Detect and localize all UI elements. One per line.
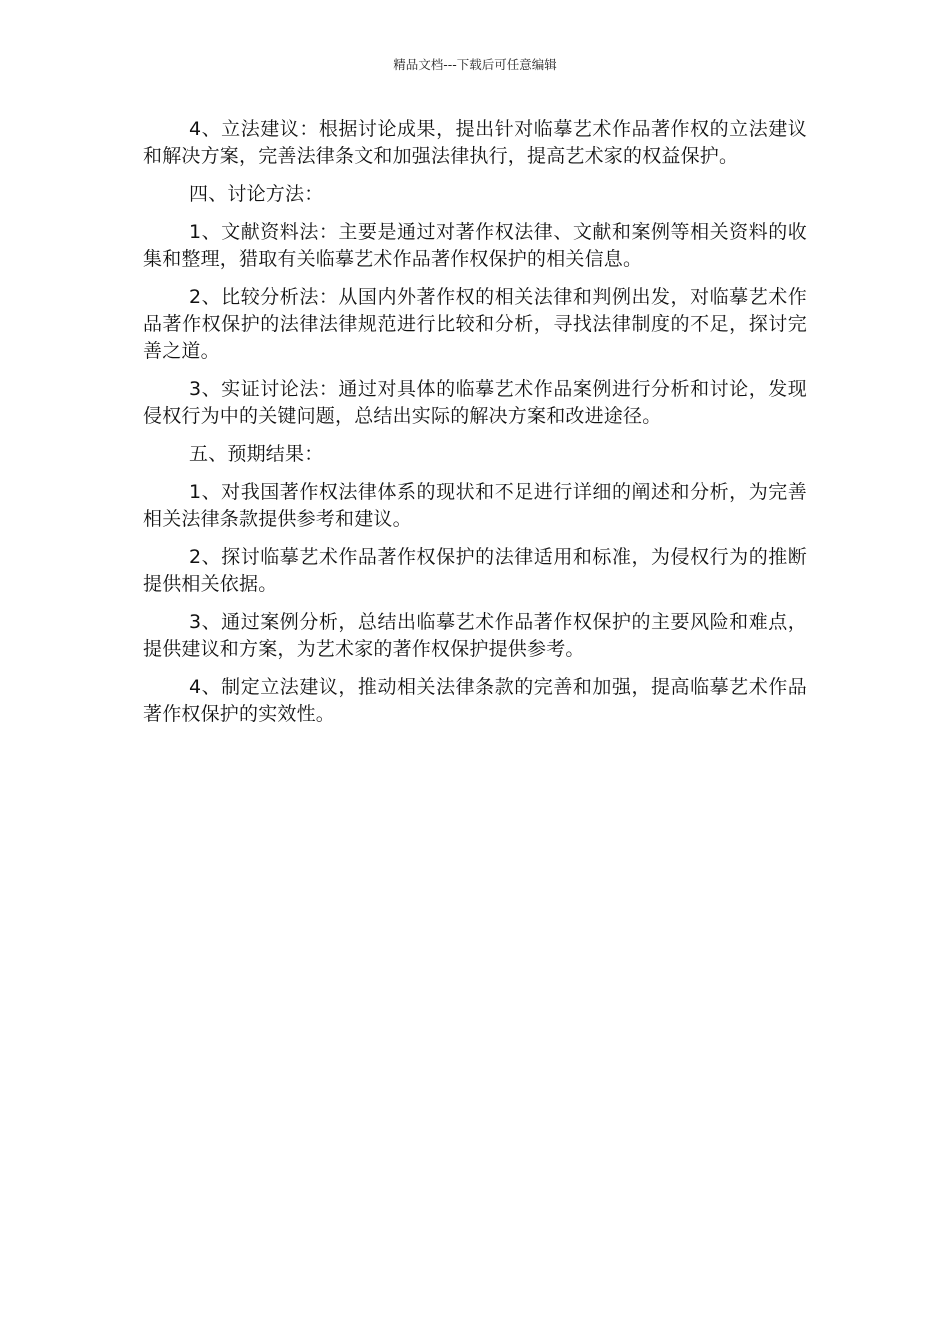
section-heading-discussion-methods: 四、讨论方法： — [189, 183, 324, 205]
paragraph-comparative-method: 2、比较分析法：从国内外著作权的相关法律和判例出发，对临摹艺术作品著作权保护的法律法律规范进行比较和分析，寻找法律制度的不足，探讨完善之道。 — [143, 286, 807, 362]
paragraph-result-2: 2、探讨临摹艺术作品著作权保护的法律适用和标准，为侵权行为的推断提供相关依据。 — [143, 546, 807, 595]
page-header: 精品文档---下载后可任意编辑 — [393, 57, 557, 72]
paragraph-result-1: 1、对我国著作权法律体系的现状和不足进行详细的阐述和分析，为完善相关法律条款提供参考和建议。 — [143, 481, 807, 530]
paragraph-empirical-method: 3、实证讨论法：通过对具体的临摹艺术作品案例进行分析和讨论，发现侵权行为中的关键问题，总结出实际的解决方案和改进途径。 — [143, 378, 807, 427]
section-heading-expected-results: 五、预期结果： — [189, 443, 324, 465]
paragraph-result-4: 4、制定立法建议，推动相关法律条款的完善和加强，提高临摹艺术作品著作权保护的实效性。 — [143, 676, 807, 725]
paragraph-result-3: 3、通过案例分析，总结出临摹艺术作品著作权保护的主要风险和难点，提供建议和方案，为艺术家的著作权保护提供参考。 — [143, 611, 807, 660]
paragraph-legislative-suggestion: 4、立法建议：根据讨论成果，提出针对临摹艺术作品著作权的立法建议和解决方案，完善法律条文和加强法律执行，提高艺术家的权益保护。 — [143, 118, 807, 167]
paragraph-literature-method: 1、文献资料法：主要是通过对著作权法律、文献和案例等相关资料的收集和整理，猎取有关临摹艺术作品著作权保护的相关信息。 — [143, 221, 807, 270]
document-body — [143, 116, 807, 739]
